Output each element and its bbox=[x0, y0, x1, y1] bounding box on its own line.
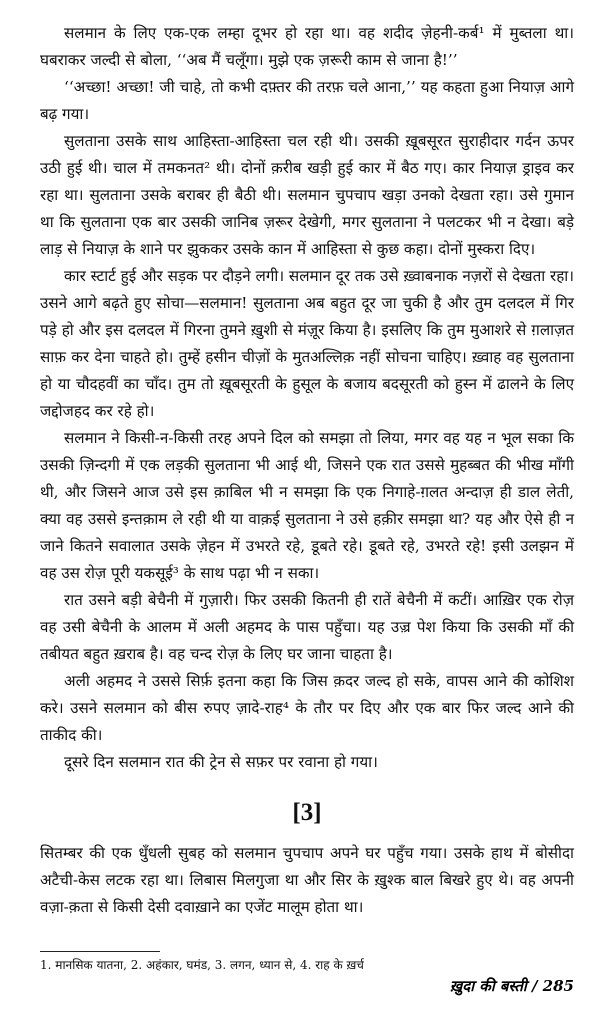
section-heading: [3] bbox=[292, 799, 322, 826]
paragraph-7: अली अहमद ने उससे सिर्फ़ इतना कहा कि जिस क़दर जल्द हो सके, वापस आने की कोशिश करे। उसने सलमान को बीस रुपए ज़ादे-राह⁴ के तौर पर दिए और एक बार फिर जल्द आने की ताकीद की। bbox=[40, 672, 574, 744]
footnote-divider bbox=[40, 951, 160, 952]
paragraph-1: सलमान के लिए एक-एक लम्हा दूभर हो रहा था। वह शदीद ज़ेहनी-कर्ब¹ में मुब्तला था। घबराकर जल्दी से बोला, ‘‘अब मैं चलूँगा। मुझे एक ज़रूरी काम से जाना है!’’ bbox=[40, 24, 574, 69]
paragraph-4: कार स्टार्ट हुई और सड़क पर दौड़ने लगी। सलमान दूर तक उसे ख़्वाबनाक नज़रों से देखता रहा। उसने आगे बढ़ते हुए सोचा—सलमान! सुलताना अब बहुत दूर जा चुकी है और तुम दलदल में गिर पड़े हो और इस दलदल में गिरना तुमने ख़ुशी से मंज़ूर किया है। इसलिए कि तुम मुआशरे से ग़लाज़त साफ़ कर देना चाहते हो। तुम्हें हसीन चीज़ों के मुतअल्लिक़ नहीं सोचना चाहिए। ख़्वाह वह सुलताना हो या चौदहवीं का चाँद। तुम तो ख़ूबसूरती के हुसूल के बजाय बदसूरती को हुस्न में ढालने के लिए जद्दोजहद कर रहे हो। bbox=[40, 267, 574, 420]
page-footer: ख़ुदा की बस्ती / 285 bbox=[449, 977, 574, 995]
paragraph-3: सुलताना उसके साथ आहिस्ता-आहिस्ता चल रही थी। उसकी ख़ूबसूरत सुराहीदार गर्दन ऊपर उठी हुई थी। चाल में तमकनत² थी। दोनों क़रीब खड़ी हुई कार में बैठ गए। कार नियाज़ ड्राइव कर रहा था। सुलताना उसके बराबर ही बैठी थी। सलमान चुपचाप खड़ा उनको देखता रहा। उसे गुमान था कि सुलताना एक बार उसकी जानिब ज़रूर देखेगी, मगर सुलताना ने पलटकर भी न देखा। बड़े लाड़ से नियाज़ के शाने पर झुककर उसके कान में आहिस्ता से कुछ कहा। दोनों मुस्करा दिए। bbox=[40, 132, 574, 258]
paragraph-section-3: सितम्बर की एक धुँधली सुबह को सलमान चुपचाप अपने घर पहुँच गया। उसके हाथ में बोसीदा अटैची-केस लटक रहा था। लिबास मिलगुजा था और सिर के ख़ुश्क बाल बिखरे हुए थे। वह अपनी वज़ा-क़ता से किसी देसी दवाख़ाने का एजेंट मालूम होता था। bbox=[40, 844, 574, 916]
footnotes: 1. मानसिक यातना, 2. अहंकार, घमंड, 3. लगन, ध्यान से, 4. राह के ख़र्च bbox=[40, 958, 364, 972]
paragraph-6: रात उसने बड़ी बेचैनी में गुज़ारी। फिर उसकी कितनी ही रातें बेचैनी में कटीं। आख़िर एक रोज़ वह उसी बेचैनी के आलम में अली अहमद के पास पहुँचा। यह उज़्र पेश किया कि उसकी माँ की तबीयत बहुत ख़राब है। वह चन्द रोज़ के लिए घर जाना चाहता है। bbox=[40, 591, 574, 663]
paragraph-5: सलमान ने किसी-न-किसी तरह अपने दिल को समझा तो लिया, मगर वह यह न भूल सका कि उसकी ज़िन्दगी में एक लड़की सुलताना भी आई थी, जिसने एक रात उससे मुहब्बत की भीख माँगी थी, और जिसने आज उसे इस क़ाबिल भी न समझा कि एक निगाहे-ग़लत अन्दाज़ ही डाल लेती, क्या वह उससे इन्तक़ाम ले रही थी या वाक़ई सुलताना ने उसे हक़ीर समझा था? यह और ऐसे ही न जाने कितने सवालात उसके ज़ेहन में उभरते रहे, डूबते रहे। डूबते रहे, उभरते रहे! इसी उलझन में वह उस रोज़ पूरी यकसूई³ के साथ पढ़ा भी न सका। bbox=[40, 429, 574, 582]
paragraph-8: दूसरे दिन सलमान रात की ट्रेन से सफ़र पर रवाना हो गया। bbox=[64, 753, 378, 771]
paragraph-2: ‘‘अच्छा! अच्छा! जी चाहे, तो कभी दफ़्तर की तरफ़ चले आना,’’ यह कहता हुआ नियाज़ आगे बढ़ गया। bbox=[40, 78, 574, 123]
